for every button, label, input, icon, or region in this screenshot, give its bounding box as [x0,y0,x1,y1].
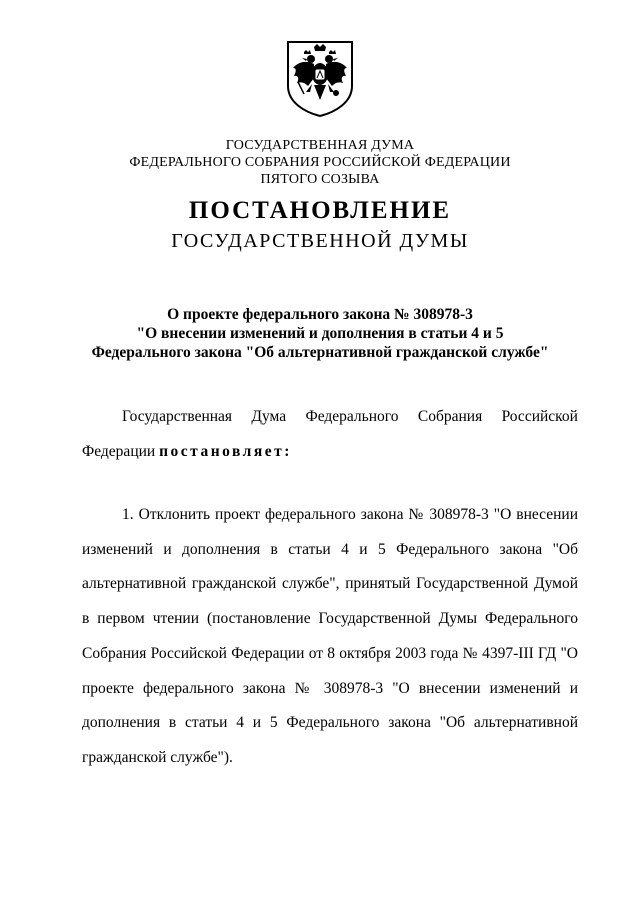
clause-number: 1. [122,506,134,523]
preamble-word: Собрания [417,408,483,425]
preamble-word: Государственная [122,408,233,425]
subject-line: "О внесении изменений и дополнения в статьи 4 и 5 [136,325,504,342]
header-line-duma: ГОСУДАРСТВЕННАЯ ДУМА [225,138,415,153]
decision-word: постановляет: [159,442,292,460]
document-subject [0,305,640,362]
header-line-assembly: ФЕДЕРАЛЬНОГО СОБРАНИЯ РОССИЙСКОЙ ФЕДЕРАЦИИ [129,155,511,170]
header-line-convocation: ПЯТОГО СОЗЫВА [260,172,380,187]
clause-1 [82,498,578,776]
state-emblem-icon [284,38,356,118]
subject-line: Федерального закона "Об альтернативной гражданской службе" [91,344,549,361]
document-subtitle: ГОСУДАРСТВЕННОЙ ДУМЫ [171,230,469,252]
document-title: ПОСТАНОВЛЕНИЕ [188,197,452,224]
subject-line: О проекте федерального закона № 308978-3 [167,306,473,323]
clause-text: Отклонить проект федерального закона № 308978-3 "О внесении изменений и дополнения в статьи 4 и 5 Федерального закона "Об альтернативной гражданской службе", принятый Государственной Думой в первом чтении (постановление Государственной Думы Федерального Собрания Российской Федерации от 8 октября 2003 года № 4397-III ГД "О проекте федерального закона № 308978-3 "О внесении изменений и дополнения в статьи 4 и 5 Федерального закона "Об альтернативной гражданской службе"). [82,506,578,766]
issuing-body-header [0,137,640,188]
preamble-word: Федерации [82,442,156,460]
preamble-word: Федерального [305,408,399,425]
preamble-first-line [82,400,578,435]
preamble-word: Дума [251,408,287,425]
preamble-paragraph [82,400,578,469]
preamble-second-line [82,435,578,470]
preamble-word: Российской [501,408,578,425]
